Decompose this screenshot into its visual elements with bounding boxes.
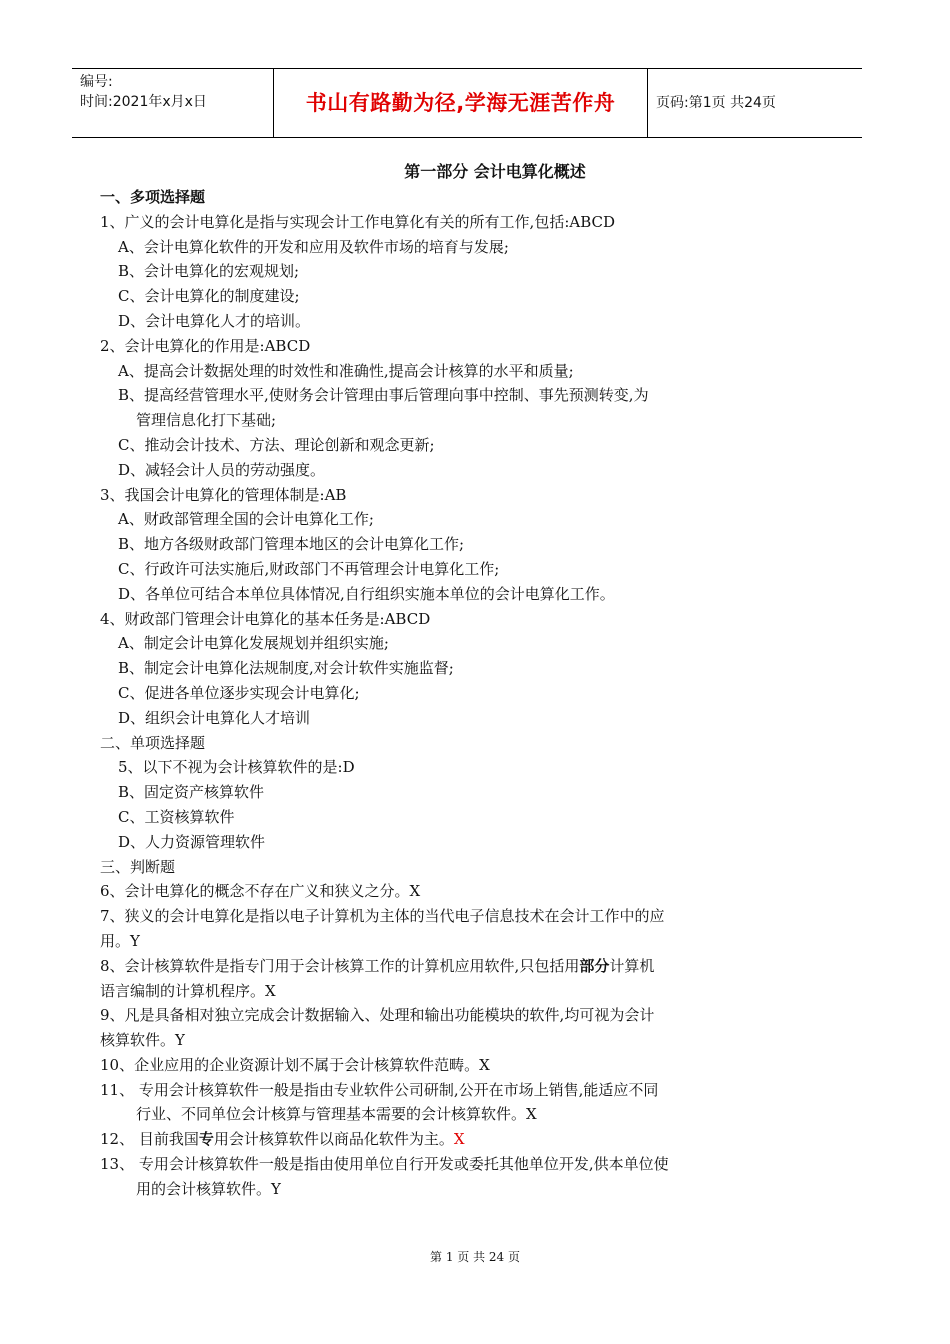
tf-question: 13、 专用会计核算软件一般是指由使用单位自行开发或委托其他单位开发,供本单位使 (100, 1155, 669, 1174)
option-continuation: 管理信息化打下基础; (136, 411, 277, 430)
tf-question-continuation: 用的会计核算软件。Y (136, 1179, 281, 1198)
number-label: 编号: (80, 74, 113, 90)
tf-question: 7、狭义的会计电算化是指以电子计算机为主体的当代电子信息技术在会计工作中的应 (100, 907, 665, 926)
option: C、会计电算化的制度建设; (118, 287, 300, 306)
document-header (72, 68, 862, 138)
option: B、制定会计电算化法规制度,对会计软件实施监督; (118, 659, 454, 678)
option: B、提高经营管理水平,使财务会计管理由事后管理向事中控制、事先预测转变,为 (118, 386, 649, 405)
tf-question: 11、 专用会计核算软件一般是指由专业软件公司研制,公开在市场上销售,能适应不同 (100, 1080, 659, 1099)
option: D、会计电算化人才的培训。 (118, 311, 311, 330)
tf-question: 6、会计电算化的概念不存在广义和狭义之分。X (100, 882, 421, 901)
tf-question-continuation: 核算软件。Y (100, 1031, 185, 1050)
option: D、减轻会计人员的劳动强度。 (118, 460, 326, 479)
document-body (100, 159, 840, 1202)
option: A、会计电算化软件的开发和应用及软件市场的培育与发展; (118, 237, 509, 256)
option: B、固定资产核算软件 (118, 783, 265, 802)
page-footer: 第 1 页 共 24 页 (430, 1250, 520, 1264)
option: B、会计电算化的宏观规划; (118, 262, 300, 281)
section-heading: 二、单项选择题 (100, 733, 206, 752)
question-stem: 3、我国会计电算化的管理体制是:AB (100, 485, 347, 504)
option: D、组织会计电算化人才培训 (118, 708, 311, 727)
option: D、人力资源管理软件 (118, 832, 266, 851)
question-stem: 4、财政部门管理会计电算化的基本任务是:ABCD (100, 609, 431, 628)
option: C、推动会计技术、方法、理论创新和观念更新; (118, 435, 435, 454)
tf-answer-mark: X (453, 1130, 465, 1149)
option: C、工资核算软件 (118, 807, 235, 826)
time-label: 时间:2021年x月x日 (80, 94, 207, 110)
question-stem: 2、会计电算化的作用是:ABCD (100, 336, 311, 355)
page-title: 第一部分 会计电算化概述 (404, 162, 586, 181)
tf-question-continuation: 用。Y (100, 931, 140, 950)
option: A、提高会计数据处理的时效性和准确性,提高会计核算的水平和质量; (118, 361, 574, 380)
tf-question: 10、企业应用的企业资源计划不属于会计核算软件范畴。X (100, 1055, 490, 1074)
option: B、地方各级财政部门管理本地区的会计电算化工作; (118, 535, 465, 554)
tf-text: 用会计核算软件以商品化软件为主。 (213, 1130, 454, 1149)
tf-question: 9、凡是具备相对独立完成会计数据输入、处理和输出功能模块的软件,均可视为会计 (100, 1006, 655, 1025)
tf-text: 8、会计核算软件是指专门用于会计核算工作的计算机应用软件,只包括用 (100, 956, 580, 975)
tf-emphasis: 专 (198, 1130, 214, 1149)
option: C、促进各单位逐步实现会计电算化; (118, 683, 360, 702)
header-page-info: 页码:第1页 共24页 (656, 95, 776, 111)
tf-question-continuation: 行业、不同单位会计核算与管理基本需要的会计核算软件。X (136, 1105, 537, 1124)
tf-emphasis: 部分 (579, 956, 610, 975)
tf-question (100, 1127, 840, 1152)
section-heading: 一、多项选择题 (100, 188, 206, 206)
section-heading: 三、判断题 (100, 857, 176, 876)
option: A、制定会计电算化发展规划并组织实施; (118, 634, 389, 653)
tf-question (100, 954, 840, 979)
question-stem: 1、广义的会计电算化是指与实现会计工作电算化有关的所有工作,包括:ABCD (100, 212, 616, 231)
option: C、行政许可法实施后,财政部门不再管理会计电算化工作; (118, 559, 500, 578)
tf-question-continuation: 语言编制的计算机程序。X (100, 981, 276, 1000)
question-stem: 5、以下不视为会计核算软件的是:D (118, 758, 355, 777)
header-meta (72, 69, 274, 137)
tf-text: 计算机 (609, 956, 655, 975)
option: A、财政部管理全国的会计电算化工作; (118, 510, 374, 529)
header-motto: 书山有路勤为径,学海无涯苦作舟 (274, 69, 648, 137)
tf-text: 12、 目前我国 (100, 1130, 199, 1149)
option: D、各单位可结合本单位具体情况,自行组织实施本单位的会计电算化工作。 (118, 584, 615, 603)
